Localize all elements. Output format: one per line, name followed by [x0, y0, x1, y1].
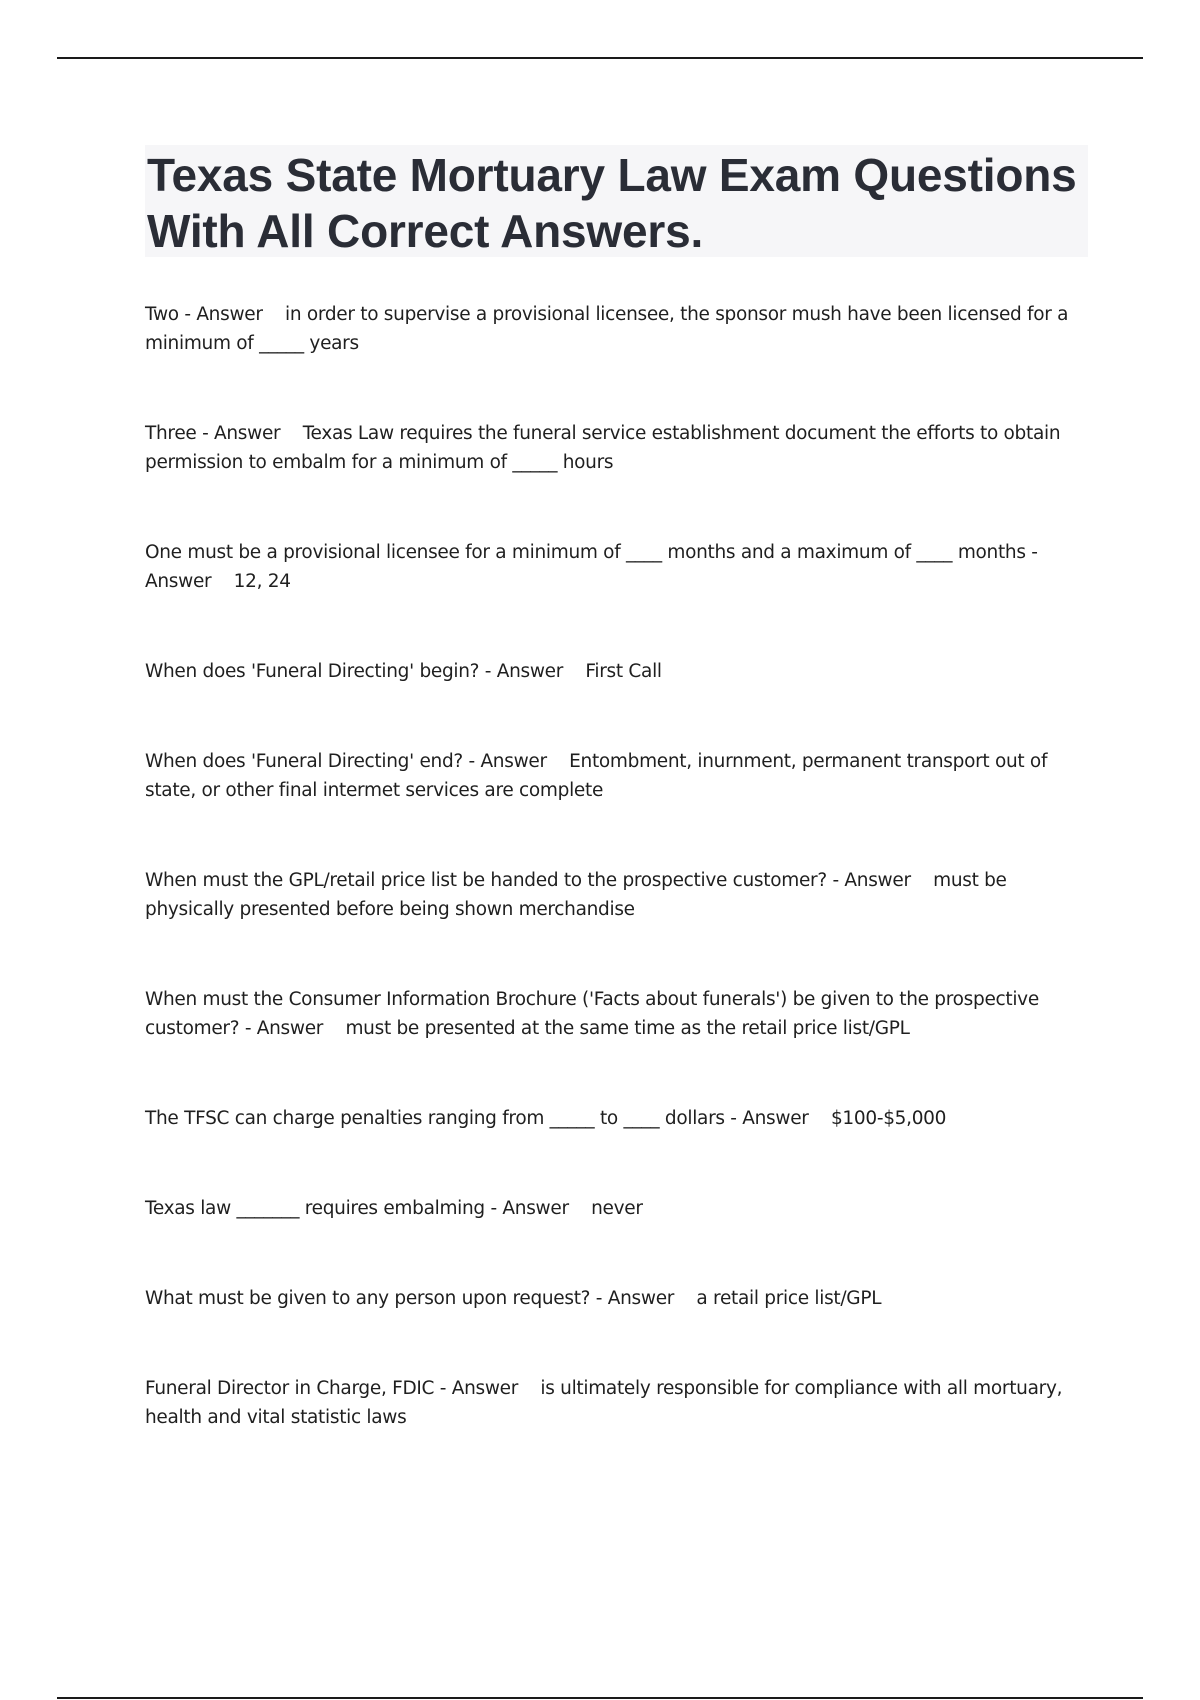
qa-question: When must the Consumer Information Brochure ('Facts about funerals') be given to the prospective customer? - Answer — [145, 989, 1039, 1039]
qa-item — [145, 1194, 1085, 1223]
qa-item — [145, 866, 1085, 924]
qa-item — [145, 1374, 1085, 1432]
qa-item — [145, 1284, 1085, 1313]
qa-answer: 12, 24 — [233, 571, 291, 592]
qa-answer: must be physically presented before being shown merchandise — [145, 870, 1007, 920]
qa-answer: a retail price list/GPL — [696, 1288, 882, 1309]
bottom-rule — [57, 1697, 1143, 1699]
qa-answer: never — [591, 1198, 643, 1219]
qa-answer: First Call — [585, 661, 662, 682]
qa-answer: Texas Law requires the funeral service establishment document the efforts to obtain permission to embalm for a minimum of _____ hours — [145, 423, 1061, 473]
title-block — [145, 145, 1088, 257]
qa-question: Funeral Director in Charge, FDIC - Answer — [145, 1378, 519, 1399]
qa-answer: must be presented at the same time as the retail price list/GPL — [345, 1018, 910, 1039]
qa-item — [145, 300, 1085, 358]
qa-item — [145, 657, 1085, 686]
qa-item — [145, 985, 1085, 1043]
qa-answer: in order to supervise a provisional licensee, the sponsor mush have been licensed for a minimum of _____ years — [145, 304, 1069, 354]
qa-question: When must the GPL/retail price list be handed to the prospective customer? - Answer — [145, 870, 911, 891]
qa-question: The TFSC can charge penalties ranging from _____ to ____ dollars - Answer — [145, 1108, 809, 1129]
qa-question: Three - Answer — [145, 423, 281, 444]
qa-answer: is ultimately responsible for compliance with all mortuary, health and vital statistic laws — [145, 1378, 1063, 1428]
qa-item — [145, 419, 1085, 477]
qa-question: What must be given to any person upon request? - Answer — [145, 1288, 675, 1309]
qa-answer: $100-$5,000 — [830, 1108, 947, 1129]
qa-item — [145, 1104, 1085, 1133]
qa-item — [145, 538, 1085, 596]
qa-question: When does 'Funeral Directing' end? - Answer — [145, 751, 547, 772]
qa-question: Texas law _______ requires embalming - Answer — [145, 1198, 569, 1219]
qa-item — [145, 747, 1085, 805]
qa-answer: Entombment, inurnment, permanent transport out of state, or other final intermet services are complete — [145, 751, 1048, 801]
qa-question: One must be a provisional licensee for a minimum of ____ months and a maximum of ____ months - Answer — [145, 542, 1038, 592]
qa-list — [145, 300, 1085, 1493]
document-title: Texas State Mortuary Law Exam Questions With All Correct Answers. — [147, 149, 1077, 257]
qa-question: Two - Answer — [145, 304, 263, 325]
top-rule — [57, 57, 1143, 59]
qa-question: When does 'Funeral Directing' begin? - Answer — [145, 661, 564, 682]
